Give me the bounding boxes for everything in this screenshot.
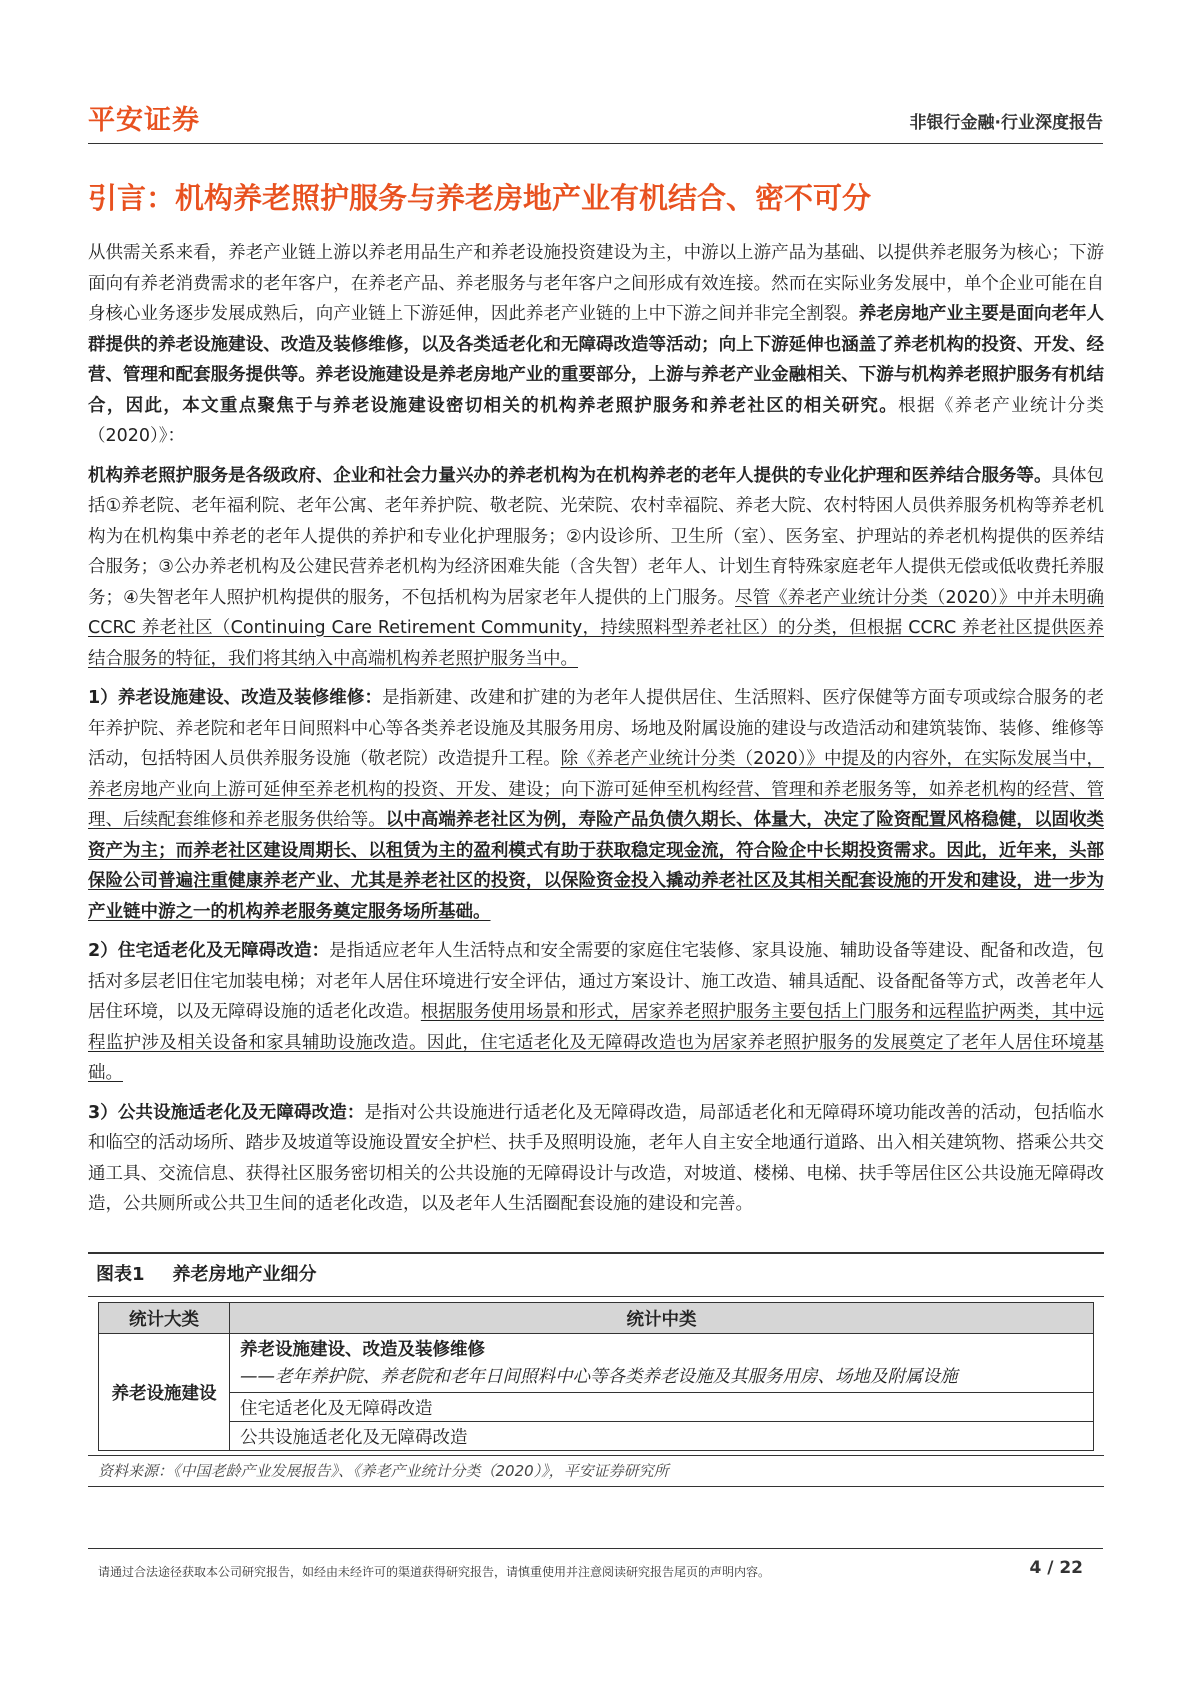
figure-caption: [88, 1252, 1104, 1297]
footer-disclaimer: 请通过合法途径获取本公司研究报告，如经由未经许可的渠道获得研究报告，请慎重使用并注意阅读研究报告尾页的声明内容。: [98, 1565, 771, 1579]
item-heading: 2）住宅适老化及无障碍改造：: [88, 941, 330, 961]
figure-label: 图表1: [96, 1264, 145, 1285]
paragraph-intro: [88, 238, 1104, 452]
figure-title: 养老房地产业细分: [172, 1264, 317, 1285]
text-run-bold-underlined: 以中高端养老社区为例，寿险产品负债久期长、体量大，决定了险资配置风格稳健，以固收类资产为主；而养老社区建设周期长、以租赁为主的盈利模式有助于获取稳定现金流，符合险企中长期投资需求。因此，近年来，头部保险公司普遍注重健康养老产业、尤其是养老社区的投资，以保险资金投入撬动养老社区及其相关配套设施的开发和建设，进一步为产业链中游之一的机构养老服务奠定服务场所基础。: [88, 810, 1104, 922]
table-row: [99, 1334, 1094, 1393]
item-heading: 1）养老设施建设、改造及装修维修：: [88, 688, 383, 708]
col-header-mid: 统计中类: [230, 1303, 1094, 1334]
footer-divider: [88, 1548, 1103, 1549]
mid-category-cell: 住宅适老化及无障碍改造: [230, 1393, 1094, 1422]
figure-source: 资料来源：《中国老龄产业发展报告》、《养老产业统计分类（2020）》，平安证券研究所: [88, 1455, 1104, 1487]
text-run-underlined: 尽管《养老产业统计分类（2020）》中并未明确 CCRC 养老社区（Continuing Care Retirement Community，持续照料型养老社区）的分类，但根据 CCRC 养老社区提供医养结合服务的特征，我们将其纳入中高端机构养老照护服务当中。: [88, 587, 1105, 669]
paragraph-residential-retrofit: [88, 936, 1104, 1089]
text-run: 根据《养老产业统计分类（2020）》：: [88, 395, 1105, 446]
paragraph-public-retrofit: [88, 1098, 1104, 1220]
major-category-cell: 养老设施建设: [99, 1334, 230, 1451]
mid-category-cell: [230, 1334, 1094, 1393]
table-row: [99, 1422, 1094, 1451]
mid-category-note: ——老年养护院、养老院和老年日间照料中心等各类养老设施及其服务用房、场地及附属设施: [240, 1367, 958, 1387]
page-number: 4 / 22: [1029, 1558, 1083, 1578]
table-header-row: [99, 1303, 1094, 1334]
text-run-underlined: 根据服务使用场景和形式，居家养老照护服务主要包括上门服务和远程监护两类，其中远程监护涉及相关设备和家具辅助设施改造。因此，住宅适老化及无障碍改造也为居家养老照护服务的发展奠定了老年人居住环境基础。: [88, 1002, 1105, 1083]
mid-category-cell: 公共设施适老化及无障碍改造: [230, 1422, 1094, 1451]
text-run-bold: 机构养老照护服务是各级政府、企业和社会力量兴办的养老机构为在机构养老的老年人提供的专业化护理和医养结合服务等。: [88, 465, 1052, 486]
table-row: [99, 1393, 1094, 1422]
col-header-major: 统计大类: [99, 1303, 230, 1334]
company-logo: 平安证券: [88, 105, 200, 136]
paragraph-institutional-care: [88, 461, 1104, 675]
text-run: 是指对公共设施进行适老化及无障碍改造，局部适老化和无障碍环境功能改善的活动，包括临水和临空的活动场所、踏步及坡道等设施设置安全护栏、扶手及照明设施，老年人自主安全地通行道路、出入相关建筑物、搭乘公共交通工具、交流信息、获得社区服务密切相关的公共设施的无障碍设计与改造，对坡道、楼梯、电梯、扶手等居住区公共设施无障碍改造，公共厕所或公共卫生间的适老化改造，以及老年人生活圈配套设施的建设和完善。: [88, 1102, 1104, 1214]
text-run: 是指适应老年人生活特点和安全需要的家庭住宅装修、家具设施、辅助设备等建设、配备和改造，包括对多层老旧住宅加装电梯；对老年人居住环境进行安全评估，通过方案设计、施工改造、辅具适配、设备配备等方式，改善老年人居住环境，以及无障碍设施的适老化改造。: [88, 941, 1104, 1022]
paragraph-facility-construction: [88, 683, 1104, 927]
text-run: 具体包括①养老院、老年福利院、老年公寓、老年养护院、敬老院、光荣院、农村幸福院、养老大院、农村特困人员供养服务机构等养老机构为在机构集中养老的老年人提供的养护和专业化护理服务；②内设诊所、卫生所（室）、医务室、护理站的养老机构提供的医养结合服务；③公办养老机构及公建民营养老机构为经济困难失能（含失智）老年人、计划生育特殊家庭老年人提供无偿或低收费托养服务；④失智老年人照护机构提供的服务，不包括机构为居家老年人提供的上门服务。: [88, 465, 1105, 608]
text-run: 是指新建、改建和扩建的为老年人提供居住、生活照料、医疗保健等方面专项或综合服务的老年养护院、养老院和老年日间照料中心等各类养老设施及其服务用房、场地及附属设施的建设与改造活动和建筑装饰、装修、维修等活动，包括特困人员供养服务设施（敬老院）改造提升工程。: [88, 688, 1104, 769]
header-divider: [88, 143, 1103, 144]
text-run-bold: 养老房地产业主要是面向老年人群提供的养老设施建设、改造及装修维修，以及各类适老化和无障碍改造等活动；向上下游延伸也涵盖了养老机构的投资、开发、经营、管理和配套服务提供等。养老设施建设是养老房地产业的重要部分，上游与养老产业金融相关、下游与机构养老照护服务有机结合，因此，本文重点聚焦于与养老设施建设密切相关的机构养老照护服务和养老社区的相关研究。: [88, 304, 1105, 416]
report-category: 非银行金融·行业深度报告: [909, 113, 1103, 133]
classification-table: [98, 1302, 1094, 1451]
section-title: 引言：机构养老照护服务与养老房地产业有机结合、密不可分: [88, 181, 872, 215]
text-run-underlined: 除《养老产业统计分类（2020）》中提及的内容外，在实际发展当中，养老房地产业向上游可延伸至养老机构的投资、开发、建设；向下游可延伸至机构经营、管理和养老服务等，如养老机构的经营、管理、后续配套维修和养老服务供给等。: [88, 749, 1104, 830]
text-run: 从供需关系来看，养老产业链上游以养老用品生产和养老设施投资建设为主，中游以上游产品为基础、以提供养老服务为核心；下游面向有养老消费需求的老年客户，在养老产品、养老服务与老年客户之间形成有效连接。然而在实际业务发展中，单个企业可能在自身核心业务逐步发展成熟后，向产业链上下游延伸，因此养老产业链的上中下游之间并非完全割裂。: [88, 243, 1104, 324]
item-heading: 3）公共设施适老化及无障碍改造：: [88, 1102, 365, 1123]
mid-category-name: 养老设施建设、改造及装修维修: [240, 1340, 485, 1360]
body-text: [88, 238, 1104, 1229]
